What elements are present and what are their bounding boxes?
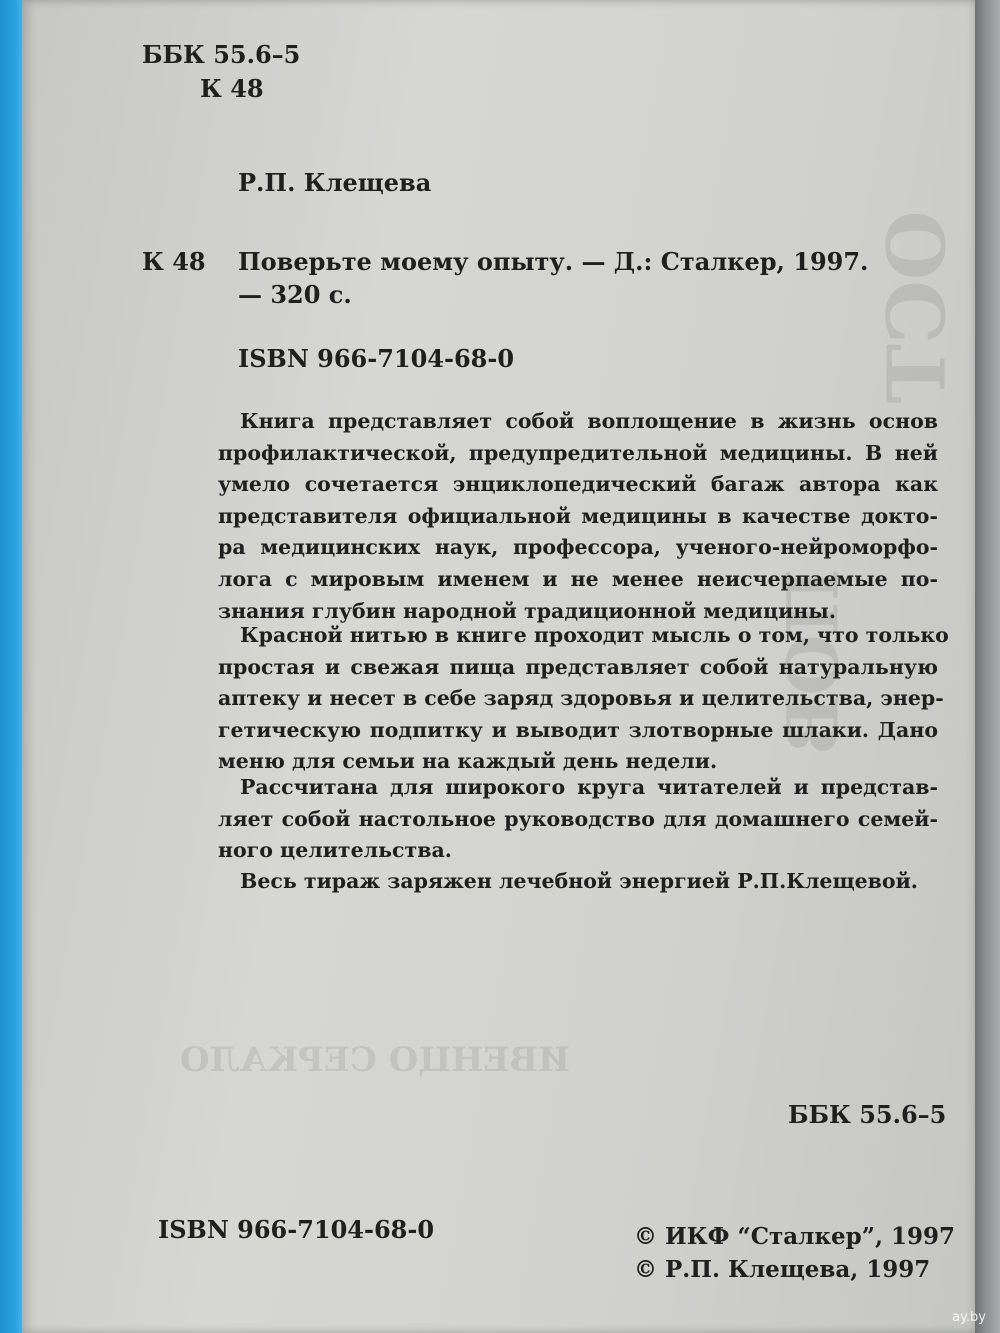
isbn: ISBN 966-7104-68-0 — [238, 344, 515, 373]
bleed-through-reverse-text: ИВЕНЦО СЕРКАЛО — [180, 1040, 571, 1080]
author-name: Р.П. Клещева — [238, 168, 432, 197]
copyright-publisher: © ИКФ “Сталкер”, 1997 — [634, 1223, 955, 1250]
footer-bbk-code: ББК 55.6–5 — [788, 1100, 947, 1129]
book-title-line: Поверьте моему опыту. — Д.: Сталкер, 1997. — [238, 247, 869, 276]
annotation-paragraph-1 — [218, 406, 938, 627]
text-line: меню для семьи на каждый день недели. — [218, 749, 718, 774]
bleed-through-cover-text: ПОВ — [771, 568, 855, 755]
copyright-author: © Р.П. Клещева, 1997 — [634, 1256, 931, 1283]
bbk-code: ББК 55.6–5 — [142, 40, 301, 69]
text-line: ного целительства. — [218, 838, 452, 863]
text-line: Рассчитана для широкого круга читателей и представ- — [240, 775, 938, 799]
author-mark: К 48 — [200, 74, 264, 103]
page-count: — 320 с. — [238, 280, 352, 309]
text-line: лога с мировым именем и не менее неисчерпаемые по- — [218, 566, 938, 591]
text-line: Книга представляет собой воплощение в жизнь основ — [240, 409, 938, 433]
text-line: ляет собой настольное руководство для домашнего семей- — [218, 806, 938, 831]
text-line: Весь тираж заряжен лечебной энергией Р.П.Клещевой. — [240, 869, 918, 893]
text-line: ра медицинских наук, профессора, ученого-нейроморфо- — [218, 535, 938, 560]
page-edge-shadow — [975, 0, 1000, 1333]
text-line: умело сочетается энциклопедический багаж автора как — [218, 472, 938, 497]
footer-isbn: ISBN 966-7104-68-0 — [158, 1215, 435, 1244]
text-line: знания глубин народной традиционной медицины. — [218, 598, 836, 623]
text-line: гетическую подпитку и выводит злотворные шлаки. Дано — [218, 717, 938, 742]
annotation-paragraph-3 — [218, 772, 938, 867]
bleed-through-cover-text: OCT — [869, 210, 964, 404]
annotation-paragraph-4 — [218, 866, 938, 898]
text-line: Красной нитью в книге проходит мысль о том, что только — [240, 623, 949, 647]
text-line: представителя официальной медицины в качестве докто- — [218, 503, 938, 528]
annotation-paragraph-2 — [218, 620, 949, 778]
text-line: профилактической, предупредительной медицины. В ней — [218, 440, 938, 465]
catalog-mark: К 48 — [142, 247, 206, 276]
text-line: простая и свежая пища представляет собой натуральную — [218, 654, 938, 679]
text-line: аптеку и несет в себе заряд здоровья и целительства, энер- — [218, 686, 944, 711]
site-watermark: ay.by — [952, 1310, 986, 1325]
